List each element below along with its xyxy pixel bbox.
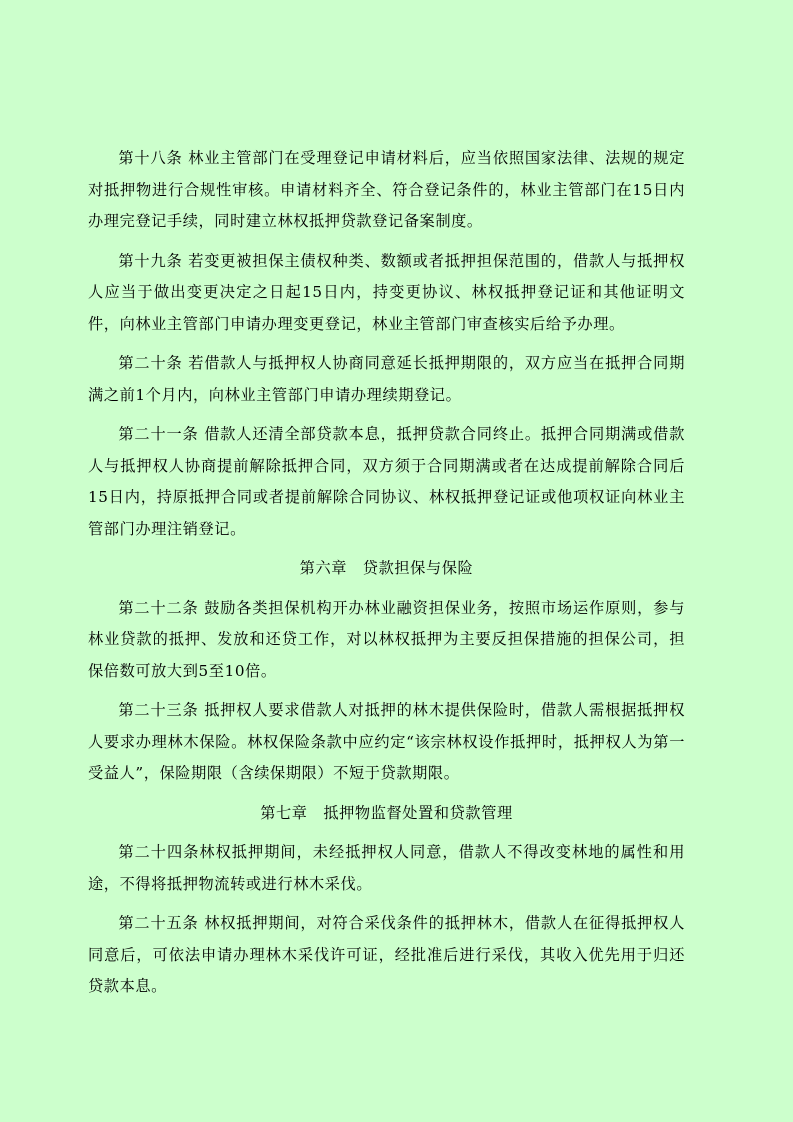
article-25-paragraph: 第二十五条 林权抵押期间，对符合采伐条件的抵押林木，借款人在征得抵押权人同意后，可依法申请办理林木采伐许可证，经批准后进行采伐，其收入优先用于归还贷款本息。: [88, 914, 685, 995]
chapter-7-heading: 第七章 抵押物监督处置和贷款管理: [260, 803, 513, 822]
article-21-paragraph: 第二十一条 借款人还清全部贷款本息，抵押贷款合同终止。抵押合同期满或借款人与抵押权人协商提前解除抵押合同，双方须于合同期满或者在达成提前解除合同后15日内，持原抵押合同或者提前解除合同协议、林权抵押登记证或他项权证向林业主管部门办理注销登记。: [88, 425, 685, 538]
article-23-paragraph: 第二十三条 抵押权人要求借款人对抵押的林木提供保险时，借款人需根据抵押权人要求办理林木保险。林权保险条款中应约定“该宗林权设作抵押时，抵押权人为第一受益人”，保险期限（含续保期限）不短于贷款期限。: [88, 701, 685, 782]
article-22-paragraph: 第二十二条 鼓励各类担保机构开办林业融资担保业务，按照市场运作原则，参与林业贷款的抵押、发放和还贷工作，对以林权抵押为主要反担保措施的担保公司，担保倍数可放大到5至10倍。: [88, 598, 685, 680]
article-20-paragraph: 第二十条 若借款人与抵押权人协商同意延长抵押期限的，双方应当在抵押合同期满之前1个月内，向林业主管部门申请办理续期登记。: [88, 354, 685, 404]
chapter-6-heading: 第六章 贷款担保与保险: [299, 559, 474, 577]
article-18-paragraph: 第十八条 林业主管部门在受理登记申请材料后，应当依照国家法律、法规的规定对抵押物进行合规性审核。申请材料齐全、符合登记条件的，林业主管部门在15日内办理完登记手续，同时建立林权抵押贷款登记备案制度。: [88, 149, 685, 230]
article-19-paragraph: 第十九条 若变更被担保主债权种类、数额或者抵押担保范围的，借款人与抵押权人应当于做出变更决定之日起15日内，持变更协议、林权抵押登记证和其他证明文件，向林业主管部门申请办理变更登记，林业主管部门审查核实后给予办理。: [88, 251, 685, 333]
article-24-paragraph: 第二十四条林权抵押期间，未经抵押权人同意，借款人不得改变林地的属性和用途，不得将抵押物流转或进行林木采伐。: [88, 843, 685, 893]
document-body: [88, 143, 685, 1011]
